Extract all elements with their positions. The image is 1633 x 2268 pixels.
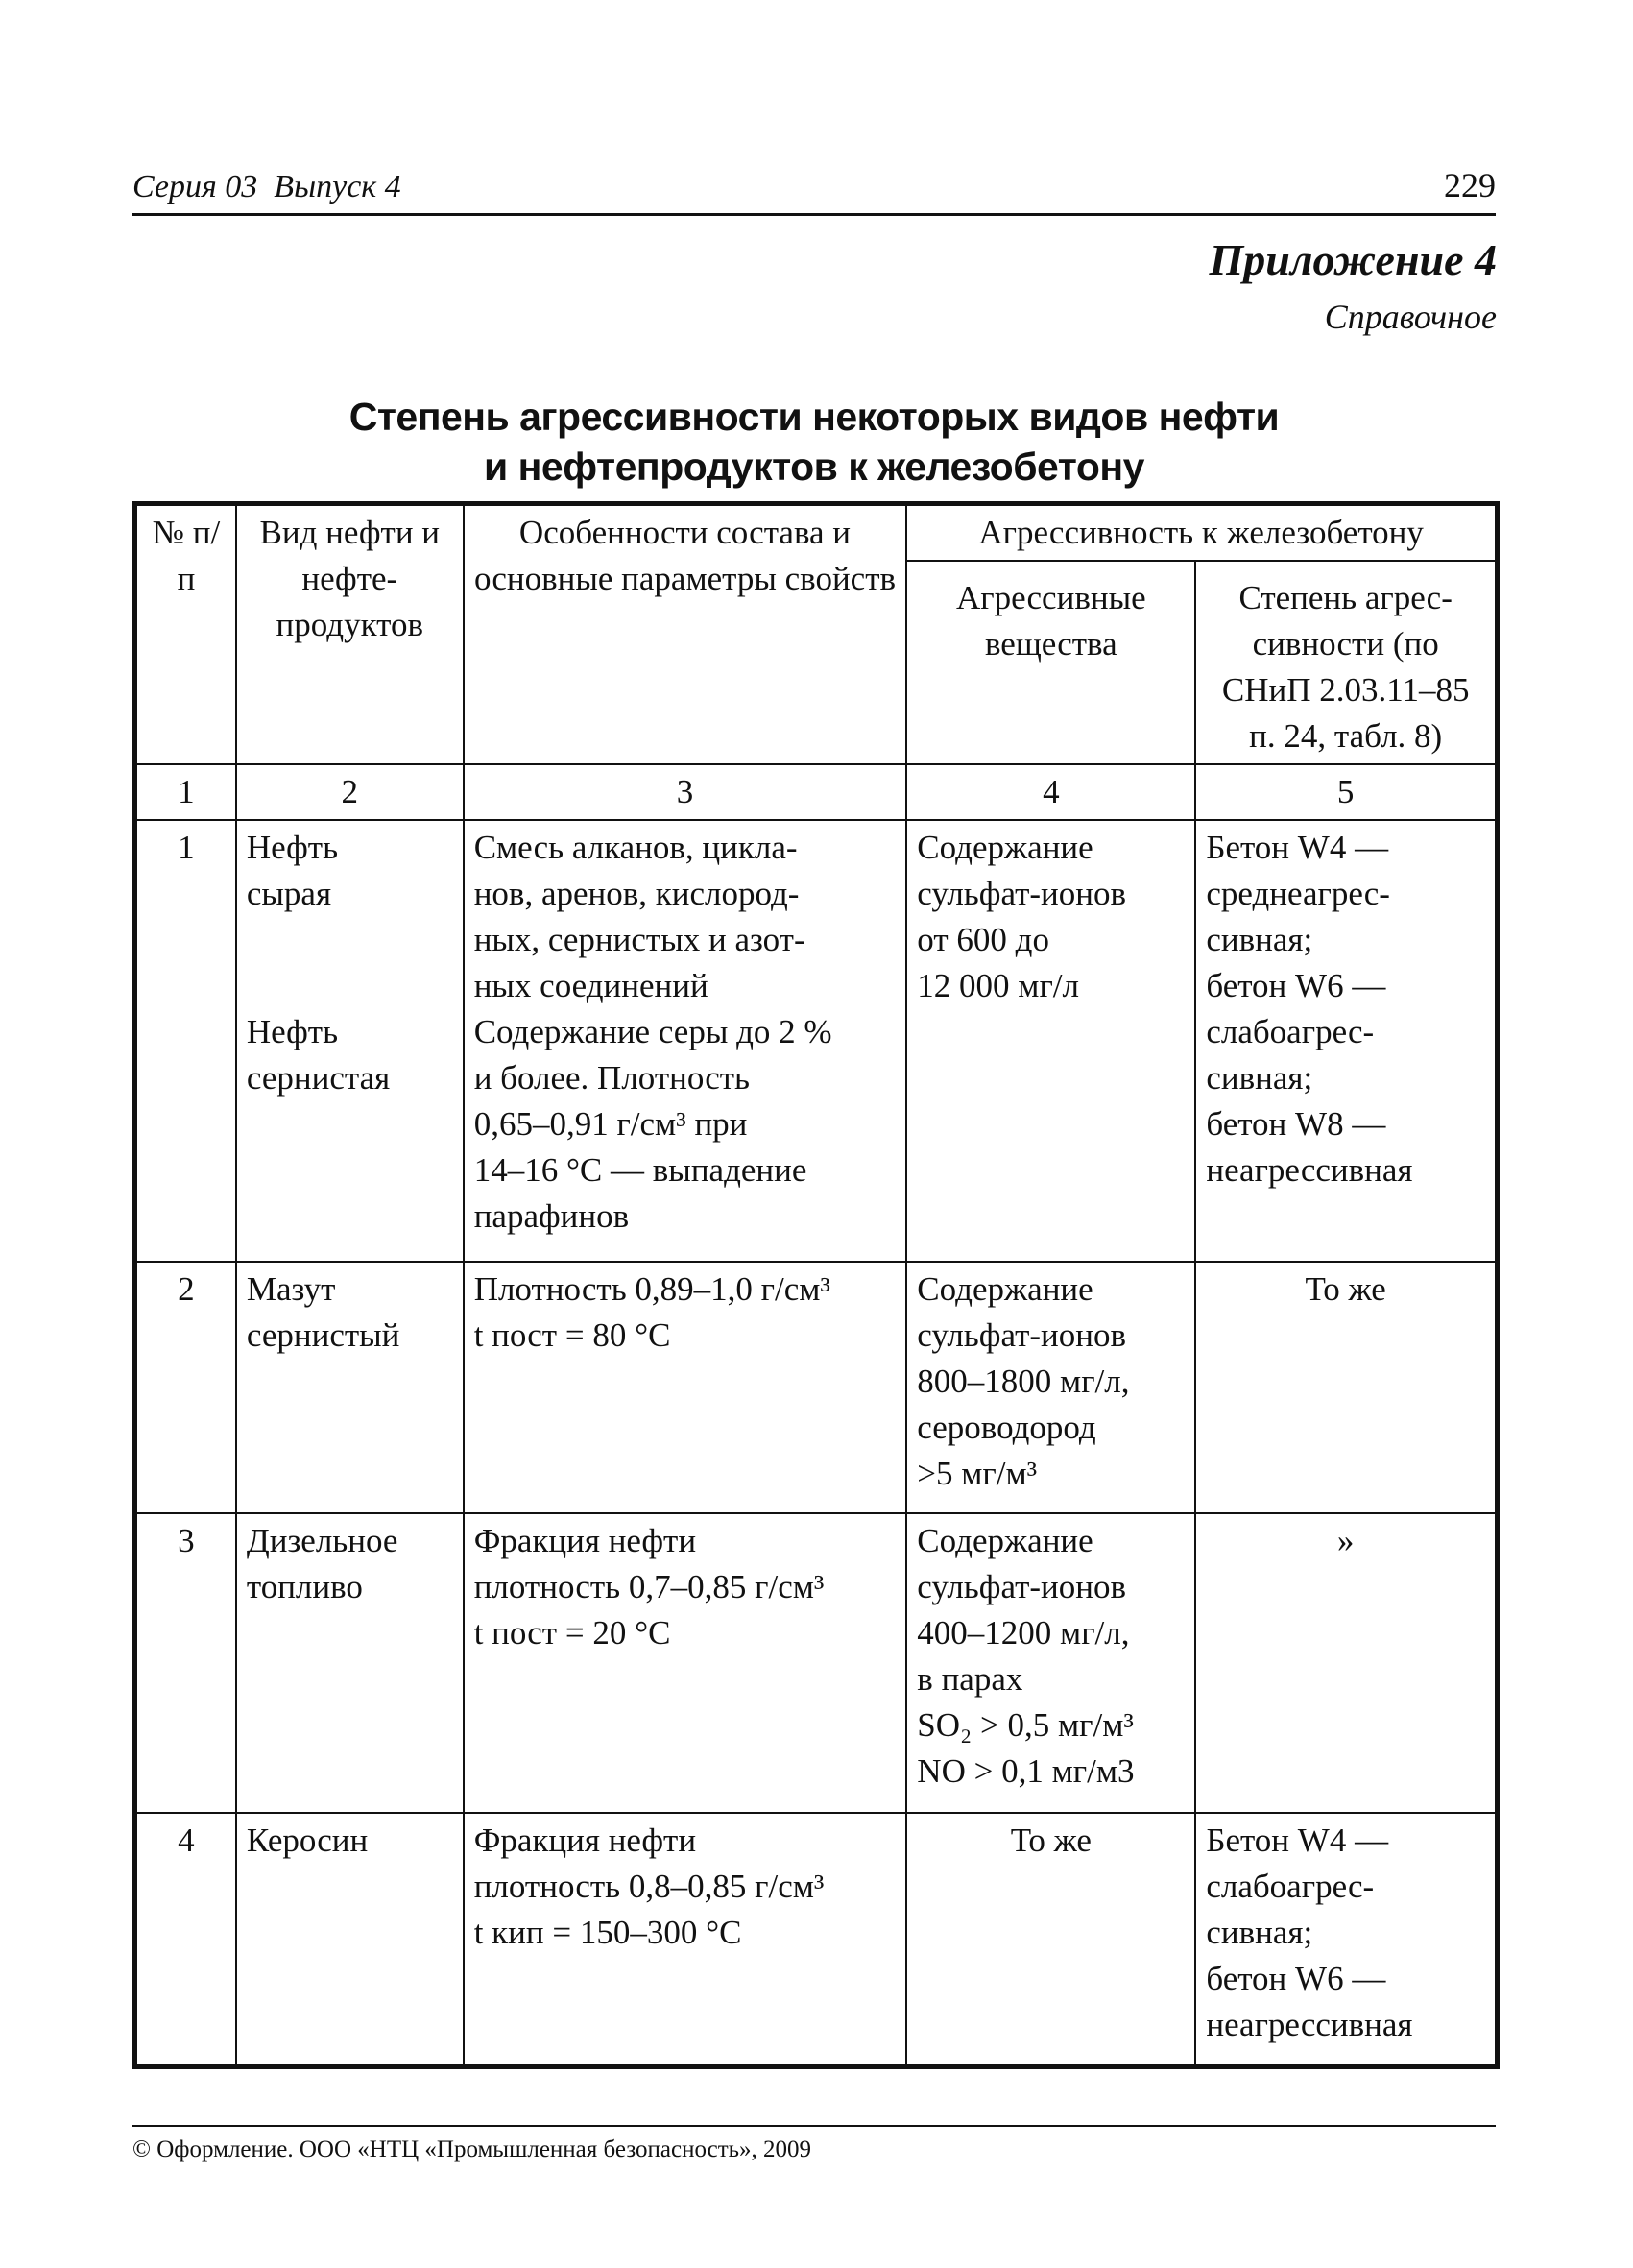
product-type-cell xyxy=(236,1513,464,1813)
agents-cell: То же xyxy=(906,1813,1195,2066)
property-line: и более. Плотность xyxy=(473,1059,751,1097)
property-line: Фракция нефти xyxy=(473,1522,697,1559)
degree-line: среднеагрес- xyxy=(1206,875,1390,912)
page-number: 229 xyxy=(1444,166,1496,205)
header-product-type xyxy=(236,504,464,765)
header-group-text: Агрессивность к железобетону xyxy=(978,514,1424,551)
property-line: t пост = 80 °С xyxy=(473,1316,671,1354)
degree-line: слабоагрес- xyxy=(1206,1868,1375,1905)
degree-line: бетон W6 — xyxy=(1206,1960,1386,1997)
header-degree xyxy=(1195,561,1497,764)
properties-cell xyxy=(464,820,907,1262)
row-number: 4 xyxy=(135,1813,236,2066)
header-agents xyxy=(906,561,1195,764)
table-row xyxy=(135,820,1498,1262)
agents-cell xyxy=(906,1262,1195,1513)
agent-line: Содержание xyxy=(917,1522,1093,1559)
running-header xyxy=(132,163,1496,216)
agent-line: 800–1800 мг/л, xyxy=(917,1363,1130,1400)
series-issue: Серия 03 Выпуск 4 xyxy=(132,169,401,205)
header-properties xyxy=(464,504,907,765)
appendix-type: Справочное xyxy=(1324,298,1497,336)
col-number-1: 1 xyxy=(135,764,236,820)
degree-line: сивная; xyxy=(1206,1914,1313,1951)
degree-cell xyxy=(1195,1813,1497,2066)
product-line: Нефть xyxy=(246,1013,339,1050)
degree-cell xyxy=(1195,820,1497,1262)
agent-line: сероводород xyxy=(917,1409,1096,1446)
column-number-row xyxy=(135,764,1498,820)
agent-line: сульфат-ионов xyxy=(917,1316,1127,1354)
col-number-4: 4 xyxy=(906,764,1195,820)
property-line: Фракция нефти xyxy=(473,1822,697,1859)
degree-line: бетон W8 — xyxy=(1206,1105,1386,1143)
appendix-label xyxy=(1209,235,1497,336)
degree-cell: То же xyxy=(1195,1262,1497,1513)
header-number xyxy=(135,504,236,765)
row-number: 2 xyxy=(135,1262,236,1513)
degree-line: неагрессивная xyxy=(1206,2006,1413,2043)
title-line-2: и нефтепродуктов к железобетону xyxy=(484,445,1144,489)
agent-line: SO₂ > 0,5 мг/м³ xyxy=(917,1706,1134,1744)
property-line: Содержание серы до 2 % xyxy=(473,1013,832,1050)
degree-line: слабоагрес- xyxy=(1206,1013,1375,1050)
agent-line: сульфат-ионов xyxy=(917,1568,1127,1605)
degree-line: сивная; xyxy=(1206,921,1313,958)
degree-line: сивная; xyxy=(1206,1059,1313,1097)
footer xyxy=(132,2125,1496,2163)
agent-line: Содержание xyxy=(917,1270,1093,1308)
degree-line: бетон W6 — xyxy=(1206,967,1386,1004)
property-line: парафинов xyxy=(473,1197,630,1235)
header-agents-text: Агрессивные вещества xyxy=(955,579,1146,663)
property-line: t кип = 150–300 °С xyxy=(473,1914,742,1951)
agent-line: от 600 до xyxy=(917,921,1049,958)
agent-line: в парах xyxy=(917,1660,1023,1698)
appendix-number: Приложение 4 xyxy=(1209,235,1497,284)
header-aggressiveness-group xyxy=(906,504,1497,562)
degree-line: Бетон W4 — xyxy=(1206,1822,1389,1859)
property-line: плотность 0,8–0,85 г/см³ xyxy=(473,1868,825,1905)
agent-line: сульфат-ионов xyxy=(917,875,1127,912)
product-type-cell xyxy=(236,820,464,1262)
property-line: нов, аренов, кислород- xyxy=(473,875,800,912)
property-line: ных соединений xyxy=(473,967,708,1004)
property-line: Плотность 0,89–1,0 г/см³ xyxy=(473,1270,830,1308)
product-line: Нефть xyxy=(246,829,339,866)
degree-line: неагрессивная xyxy=(1206,1151,1413,1189)
agent-line: >5 мг/м³ xyxy=(917,1455,1038,1492)
header-number-text: № п/п xyxy=(152,514,221,597)
properties-cell xyxy=(464,1813,907,2066)
property-line: 14–16 °С — выпадение xyxy=(473,1151,807,1189)
property-line: t пост = 20 °С xyxy=(473,1614,671,1652)
property-line: плотность 0,7–0,85 г/см³ xyxy=(473,1568,825,1605)
table-row xyxy=(135,1813,1498,2066)
product-type-cell xyxy=(236,1262,464,1513)
row-number: 3 xyxy=(135,1513,236,1813)
property-line: 0,65–0,91 г/см³ при xyxy=(473,1105,748,1143)
col-number-5: 5 xyxy=(1195,764,1497,820)
col-number-2: 2 xyxy=(236,764,464,820)
header-product-type-text: Вид нефти и нефте-продуктов xyxy=(259,514,441,643)
table-title xyxy=(132,392,1496,492)
property-line: Смесь алканов, цикла- xyxy=(473,829,798,866)
product-line: сернистый xyxy=(246,1316,400,1354)
agent-line: 12 000 мг/л xyxy=(917,967,1079,1004)
product-line: Мазут xyxy=(246,1270,336,1308)
aggressiveness-table xyxy=(132,501,1500,2069)
degree-cell: » xyxy=(1195,1513,1497,1813)
col-number-3: 3 xyxy=(464,764,907,820)
header-degree-text: Степень агрес-сивности (по СНиП 2.03.11–85 п. 24, табл. 8) xyxy=(1221,579,1470,755)
property-line: ных, сернистых и азот- xyxy=(473,921,805,958)
agent-line: NO > 0,1 мг/м3 xyxy=(917,1752,1135,1790)
agent-line: Содержание xyxy=(917,829,1093,866)
table-row xyxy=(135,1513,1498,1813)
product-line: Керосин xyxy=(246,1822,369,1859)
properties-cell xyxy=(464,1513,907,1813)
product-line: сернистая xyxy=(246,1059,391,1097)
product-line: топливо xyxy=(246,1568,363,1605)
table-header-row-1 xyxy=(135,504,1498,562)
header-properties-text: Особенности состава и основные параметры свойств xyxy=(473,514,897,597)
agent-line: 400–1200 мг/л, xyxy=(917,1614,1130,1652)
copyright-text: © Оформление. ООО «НТЦ «Промышленная безопасность», 2009 xyxy=(132,2136,812,2162)
title-line-1: Степень агрессивности некоторых видов нефти xyxy=(348,395,1280,439)
agents-cell xyxy=(906,1513,1195,1813)
properties-cell xyxy=(464,1262,907,1513)
table-row xyxy=(135,1262,1498,1513)
product-type-cell xyxy=(236,1813,464,2066)
product-line: сырая xyxy=(246,875,332,912)
agents-cell xyxy=(906,820,1195,1262)
product-line: Дизельное xyxy=(246,1522,398,1559)
row-number: 1 xyxy=(135,820,236,1262)
degree-line: Бетон W4 — xyxy=(1206,829,1389,866)
